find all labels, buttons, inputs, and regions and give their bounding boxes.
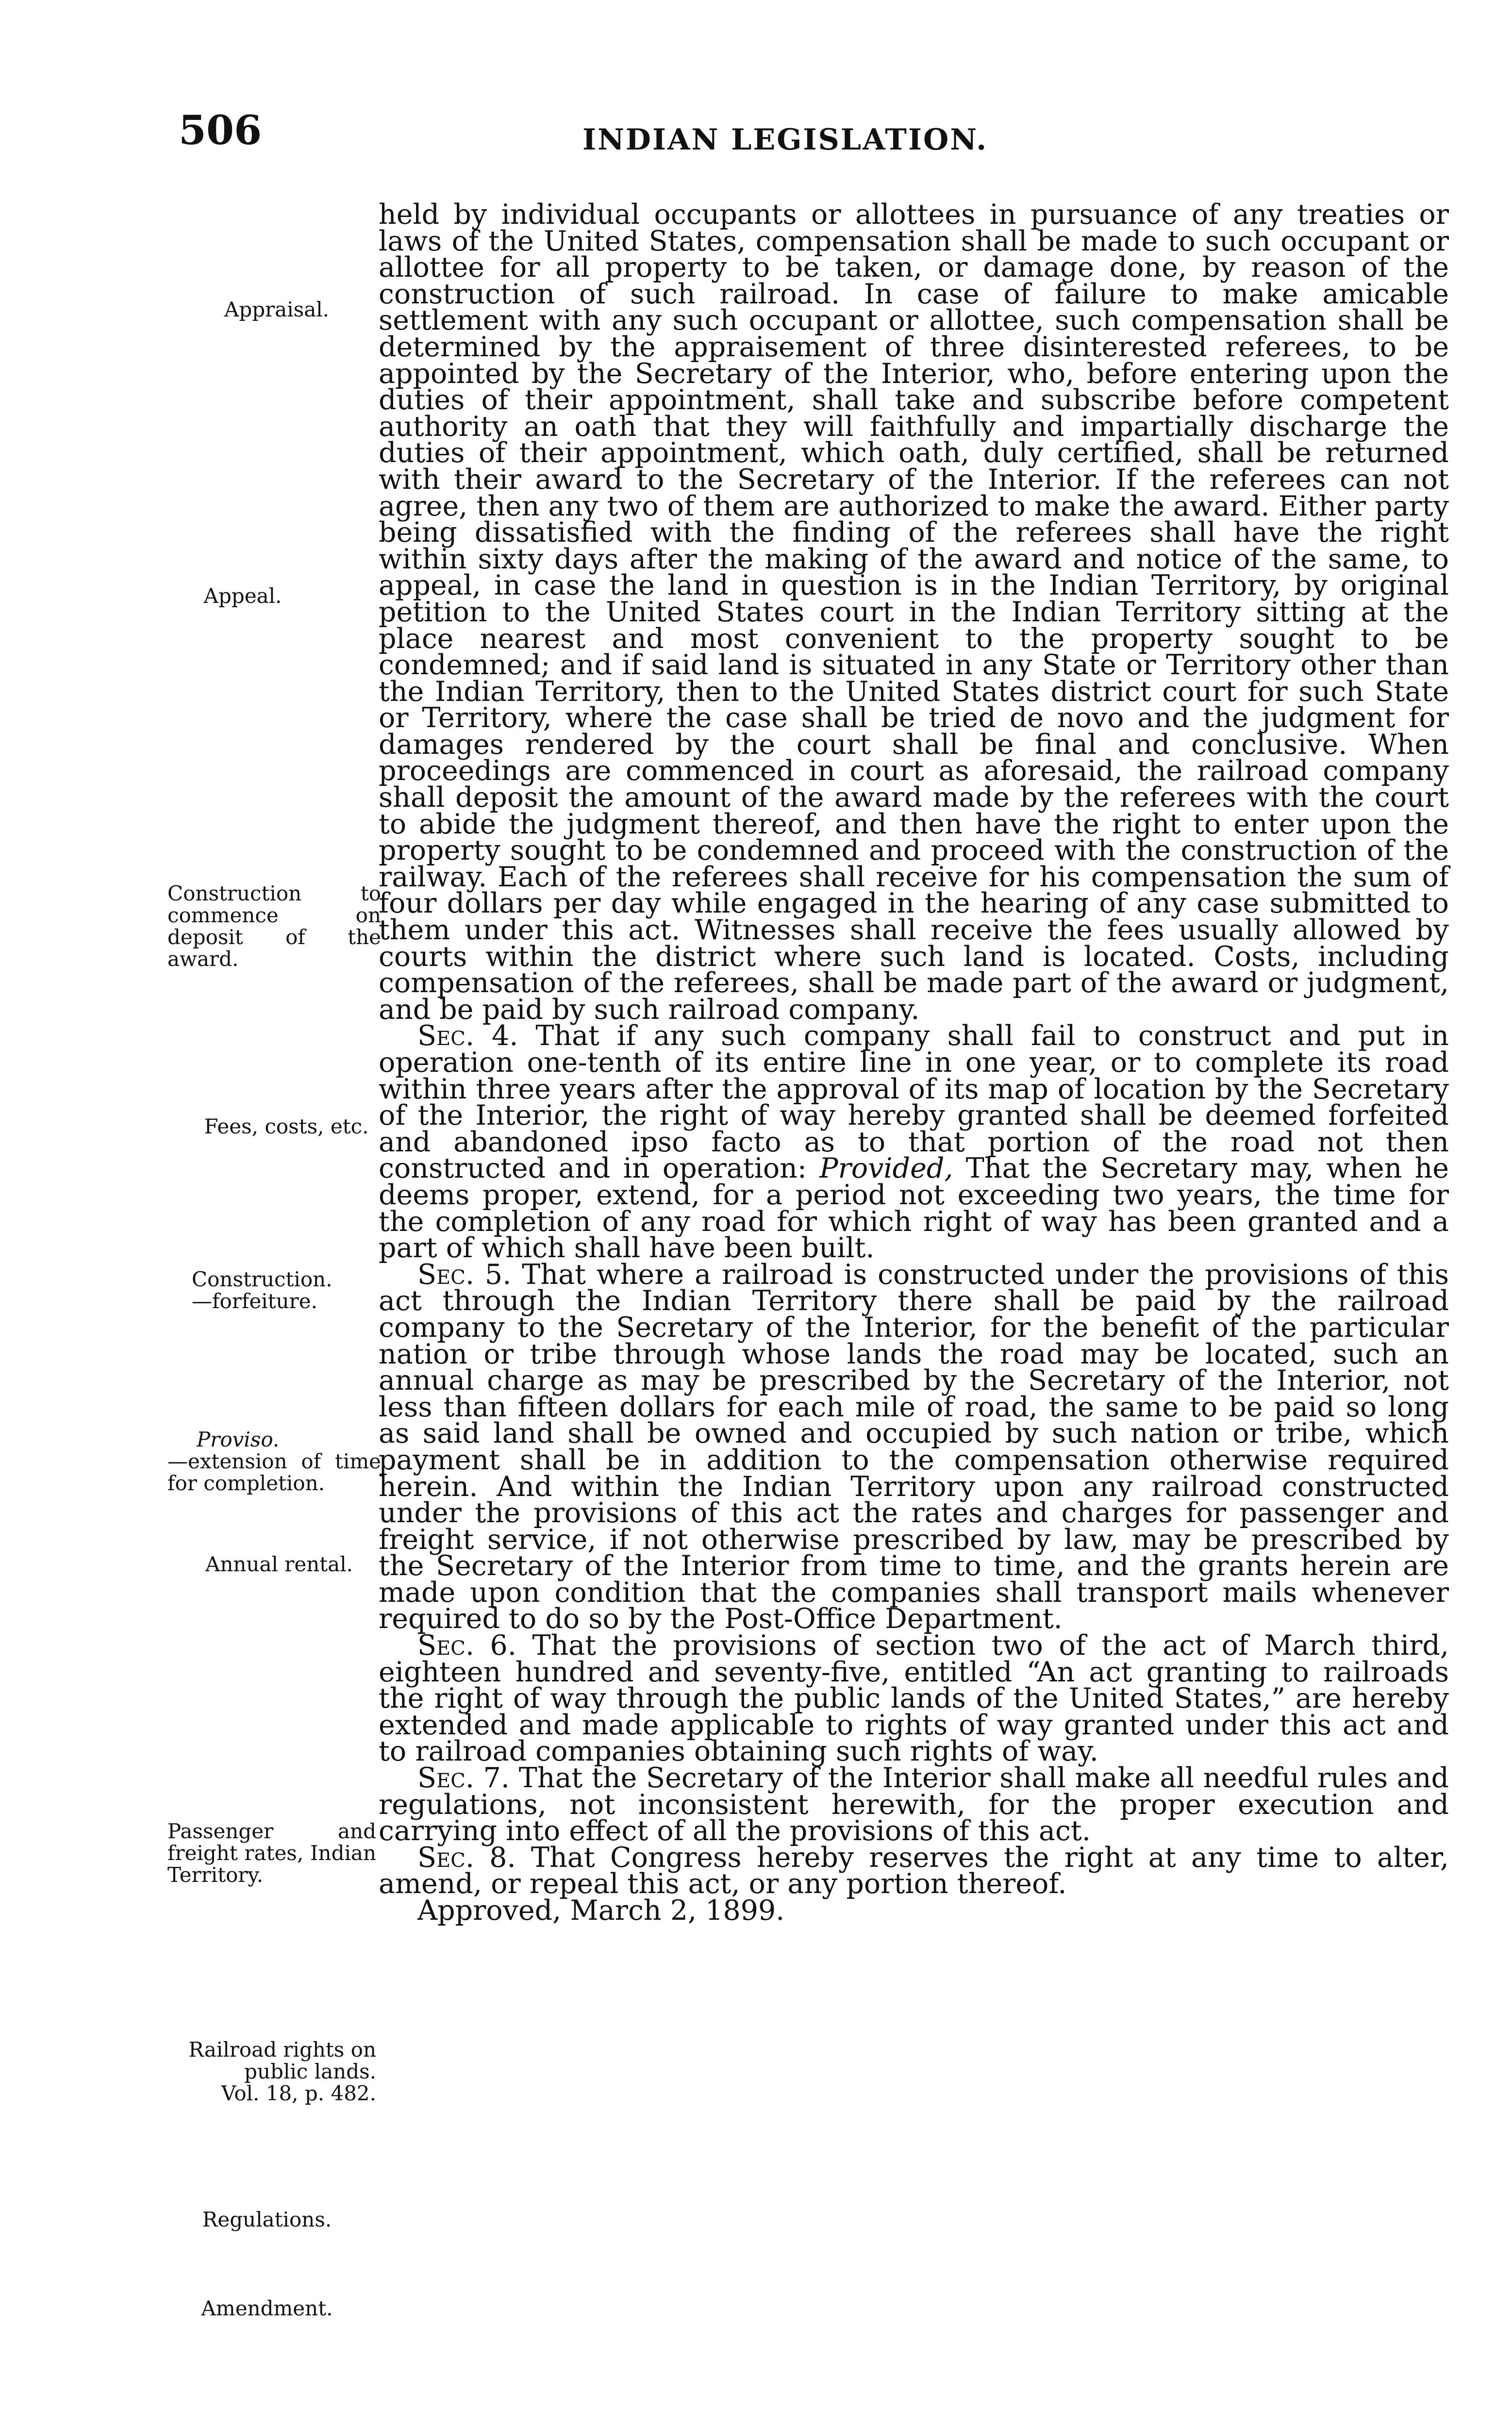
margin-note-appeal: Appeal.: [203, 584, 282, 608]
margin-note-fees: Fees, costs, etc.: [204, 1114, 369, 1138]
sec-8-label: Sec. 8.: [417, 1841, 516, 1874]
paragraph-sec-6: [379, 1629, 1449, 1768]
margin-note-construction-deposit: Construction to commence on deposit of the award.: [167, 881, 381, 971]
margin-note-proviso: [167, 1429, 381, 1494]
approved-date: Approved, March 2, 1899.: [417, 1895, 785, 1927]
running-head: INDIAN LEGISLATION.: [582, 123, 988, 157]
sec-7-text: That the Secretary of the Interior shall make all needful rules and regulations, not inconsistent herewith, for the proper execution and carrying into effect of all the provisions of this act.: [379, 1762, 1449, 1847]
sec-7-label: Sec. 7.: [417, 1762, 510, 1795]
margin-note-proviso-label: Proviso.: [197, 1428, 280, 1451]
paragraph-sec-4: [379, 1020, 1449, 1264]
sec-4-provided: Provided,: [819, 1152, 953, 1185]
paragraph-sec-7: [379, 1762, 1449, 1847]
sec-4-text-2: That the Secretary may, when he deems proper, extend, for a period not exceeding two years, the time for the completion of any road for which right of way has been granted and a part of which shall have been built.: [379, 1152, 1449, 1264]
margin-note-appraisal: Appraisal.: [224, 298, 330, 321]
sec-8-text: That Congress hereby reserves the right at any time to alter, amend, or repeal this act, or any portion thereof.: [379, 1841, 1449, 1900]
margin-note-passenger-rates: Passenger and freight rates, Indian Territory.: [167, 1819, 376, 1887]
body-text: [379, 199, 1449, 1927]
margin-note-construction-line-1: Construction.: [192, 1267, 332, 1291]
sec-6-text: That the provisions of section two of the act of March third, eighteen hundred and seventy-five, entitled “An act granting to railroads the right of way through the public lands of the United States,” are hereby extended and made applicable to rights of way granted under this act and to railroad companies obtaining such rights of way.: [379, 1629, 1449, 1768]
margin-note-proviso-text: —extension of time for completion.: [167, 1449, 381, 1495]
margin-note-railroad-rights-line-1: Railroad rights on public lands.: [188, 2038, 376, 2083]
sec-4-label: Sec. 4.: [417, 1020, 518, 1052]
margin-note-regulations: Regulations.: [202, 2208, 332, 2231]
sec-5-text: That where a railroad is constructed under the provisions of this act through the Indian Territory there shall be paid by the railroad company to the Secretary of the Interior, for the benefit of the particular nation or tribe through whose lands the road may be located, such an annual charge as may be prescribed by the Secretary of the Interior, not less than fifteen dollars for each mile of road, the same to be paid so long as said land shall be owned and occupied by such nation or tribe, which payment shall be in addition to the compensation otherwise required herein. And within the Indian Territory upon any railroad constructed under the provisions of this act the rates and charges for passenger and freight service, if not otherwise prescribed by law, may be prescribed by the Secretary of the Interior from time to time, and the grants herein are made upon condition that the companies shall transport mails whenever required to do so by the Post-Office Department.: [379, 1258, 1449, 1635]
paragraph-sec-5: [379, 1258, 1449, 1635]
margin-note-construction-line-2: —forfeiture.: [192, 1289, 317, 1313]
margin-note-construction: [192, 1268, 386, 1312]
sec-5-label: Sec. 5.: [417, 1258, 512, 1291]
margin-note-railroad-rights: [167, 2039, 376, 2104]
paragraph-compensation: held by individual occupants or allottees in pursuance of any treaties or laws of the United States, compensation shall be made to such occupant or allottee for all property to be taken, or damage done, by reason of the construction of such railroad. In case of failure to make amicable settlement with any such occupant or allottee, such compensation shall be determined by the appraisement of three disinterested referees, to be appointed by the Secretary of the Interior, who, before entering upon the duties of their appointment, shall take and subscribe before competent authority an oath that they will faithfully and impartially discharge the duties of their appointment, which oath, duly certified, shall be returned with their award to the Secretary of the Interior. If the referees can not agree, then any two of them are authorized to make the award. Either party being dissatisfied with the finding of the referees shall have the right within sixty days after the making of the award and notice of the same, to appeal, in case the land in question is in the Indian Territory, by original petition to the United States court in the Indian Territory sitting at the place nearest and most convenient to the property sought to be condemned; and if said land is situated in any State or Territory other than the Indian Territory, then to the United States district court for such State or Territory, where the case shall be tried de novo and the judgment for damages rendered by the court shall be final and conclusive. When proceedings are commenced in court as aforesaid, the railroad company shall deposit the amount of the award made by the referees with the court to abide the judgment thereof, and then have the right to enter upon the property sought to be condemned and proceed with the construction of the railway. Each of the referees shall receive for his compensation the sum of four dollars per day while engaged in the hearing of any case submitted to them under this act. Witnesses shall receive the fees usually allowed by courts within the district where such land is located. Costs, including compensation of the referees, shall be made part of the award or judgment, and be paid by such railroad company.: [379, 199, 1449, 1026]
margin-note-railroad-rights-line-2: Vol. 18, p. 482.: [221, 2081, 376, 2105]
sec-6-label: Sec. 6.: [417, 1629, 516, 1662]
page-number: 506: [179, 107, 262, 154]
margin-note-amendment: Amendment.: [201, 2296, 333, 2320]
sec-4-text-1: That if any such company shall fail to construct and put in operation one-tenth of its entire line in one year, or to complete its road within three years after the approval of its map of location by the Secretary of the Interior, the right of way hereby granted shall be deemed forfeited and abandoned ipso facto as to that portion of the road not then constructed and in operation:: [379, 1020, 1449, 1185]
paragraph-sec-8: [379, 1841, 1449, 1900]
page-header: [0, 0, 1512, 194]
margin-note-annual-rental: Annual rental.: [205, 1552, 353, 1576]
